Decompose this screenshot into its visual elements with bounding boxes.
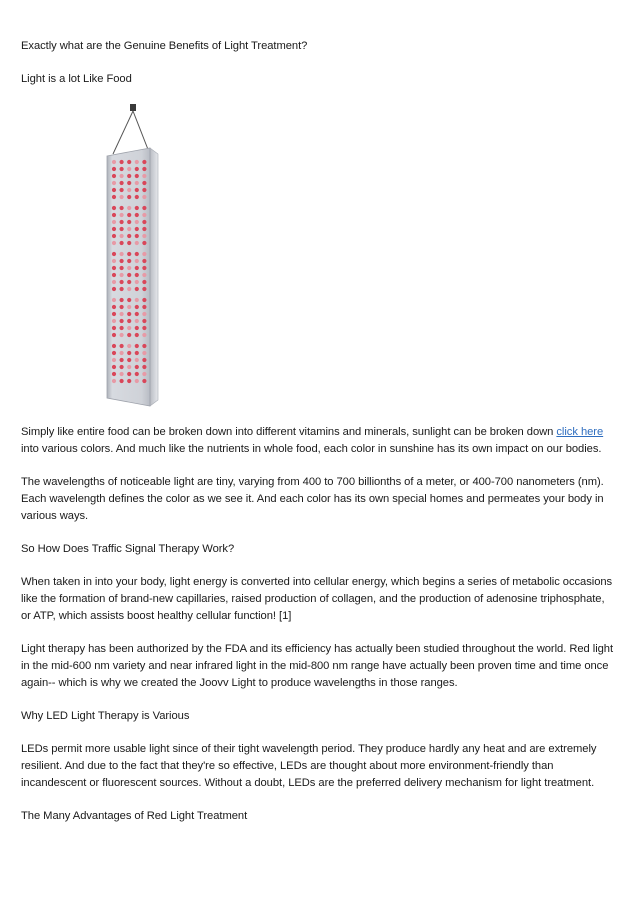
led-dot	[127, 312, 131, 316]
led-dot	[127, 333, 131, 337]
led-dot	[120, 372, 124, 376]
led-dot	[135, 259, 139, 263]
led-dot	[135, 160, 139, 164]
led-dot	[112, 372, 116, 376]
led-dot	[112, 305, 116, 309]
led-dot	[135, 298, 139, 302]
led-dot	[127, 220, 131, 224]
led-dot	[135, 241, 139, 245]
led-dot	[142, 379, 146, 383]
led-dot	[142, 312, 146, 316]
led-dot	[142, 319, 146, 323]
led-dot	[120, 379, 124, 383]
led-dot	[142, 326, 146, 330]
led-dot	[127, 195, 131, 199]
led-dot	[142, 266, 146, 270]
led-dot	[120, 287, 124, 291]
led-dot	[127, 365, 131, 369]
led-dot	[112, 160, 116, 164]
led-dot	[142, 227, 146, 231]
paragraph-leds: LEDs permit more usable light since of their tight wavelength period. They produce hardly any heat and are extremely resilient. And due to the fact that they're so effective, LEDs are thought about more environment-friendly than incandescent or fluorescent sources. Without a doubt, LEDs are the preferred delivery mechanism for light treatment.	[21, 743, 597, 789]
led-dot	[127, 326, 131, 330]
led-dot	[135, 379, 139, 383]
led-dot	[120, 174, 124, 178]
led-dot	[135, 206, 139, 210]
led-dot	[112, 195, 116, 199]
led-dot	[112, 379, 116, 383]
led-dot	[127, 227, 131, 231]
led-dot	[112, 241, 116, 245]
led-dot	[112, 213, 116, 217]
led-dot	[142, 160, 146, 164]
led-dot	[120, 206, 124, 210]
led-dot	[127, 372, 131, 376]
led-dot	[142, 333, 146, 337]
led-dot	[112, 333, 116, 337]
led-dot	[135, 365, 139, 369]
led-dot	[112, 344, 116, 348]
led-dot	[112, 181, 116, 185]
led-dot	[112, 234, 116, 238]
led-dot	[127, 206, 131, 210]
heading-advantages: The Many Advantages of Red Light Treatment	[21, 810, 248, 822]
led-dot	[142, 167, 146, 171]
led-dot	[127, 167, 131, 171]
led-dot	[127, 174, 131, 178]
heading-why-led: Why LED Light Therapy is Various	[21, 710, 190, 722]
led-dot	[127, 160, 131, 164]
led-dot	[142, 305, 146, 309]
led-dot	[142, 273, 146, 277]
led-dot	[127, 287, 131, 291]
led-dot	[142, 220, 146, 224]
led-dot	[112, 298, 116, 302]
led-dot	[142, 174, 146, 178]
led-dot	[127, 213, 131, 217]
led-dot	[127, 266, 131, 270]
led-dot	[112, 266, 116, 270]
led-dot	[135, 227, 139, 231]
led-dot	[120, 160, 124, 164]
led-dot	[120, 252, 124, 256]
led-dot	[142, 351, 146, 355]
paragraph-fda: Light therapy has been authorized by the FDA and its efficiency has actually been studied throughout the world. Red light in the mid-600 nm variety and near infrared light in the mid-800 nm range have actually been proven time and time once again-- which is why we created the Joovv Light to produce wavelengths in those ranges.	[21, 643, 614, 689]
led-dot	[135, 372, 139, 376]
led-dot	[127, 259, 131, 263]
led-dot	[112, 259, 116, 263]
led-dot	[135, 312, 139, 316]
led-dot	[112, 280, 116, 284]
led-dot	[112, 312, 116, 316]
led-dot	[112, 174, 116, 178]
led-dot	[135, 174, 139, 178]
led-dot	[120, 213, 124, 217]
led-dot	[142, 298, 146, 302]
led-dot	[120, 365, 124, 369]
led-dot	[142, 344, 146, 348]
led-dot	[120, 227, 124, 231]
led-dot	[120, 298, 124, 302]
led-dot	[127, 319, 131, 323]
led-dot	[112, 167, 116, 171]
led-dot	[112, 252, 116, 256]
led-dot	[142, 188, 146, 192]
led-dot	[112, 358, 116, 362]
led-dot	[142, 280, 146, 284]
heading-light-like-food: Light is a lot Like Food	[21, 73, 132, 85]
red-light-therapy-panel-icon	[21, 104, 621, 414]
led-dot	[112, 351, 116, 355]
led-dot	[135, 181, 139, 185]
led-dot	[127, 280, 131, 284]
led-dot	[112, 227, 116, 231]
click-here-link[interactable]: click here	[556, 426, 604, 438]
heading-how-it-works: So How Does Traffic Signal Therapy Work?	[21, 543, 235, 555]
led-dot	[120, 312, 124, 316]
led-dot	[120, 266, 124, 270]
led-dot	[142, 365, 146, 369]
panel-side	[150, 148, 158, 406]
led-dot	[142, 181, 146, 185]
led-dot	[142, 252, 146, 256]
led-dot	[135, 252, 139, 256]
led-dot	[120, 344, 124, 348]
led-dot	[120, 220, 124, 224]
led-dot	[112, 287, 116, 291]
led-dot	[127, 351, 131, 355]
led-dot	[135, 188, 139, 192]
led-dot	[135, 326, 139, 330]
led-dot	[135, 344, 139, 348]
led-dot	[135, 358, 139, 362]
led-dot	[120, 234, 124, 238]
paragraph-cellular-energy: When taken in into your body, light energy is converted into cellular energy, which begins a series of metabolic occasions like the formation of brand-new capillaries, raised production of collagen, and the production of adenosine triphosphate, or ATP, which assists boost healthy cellular function! [1]	[21, 576, 613, 622]
led-dot	[135, 234, 139, 238]
hanger-hook	[130, 104, 136, 111]
led-dot	[120, 181, 124, 185]
led-dot	[142, 195, 146, 199]
led-dot	[135, 195, 139, 199]
led-dot	[112, 273, 116, 277]
product-image	[21, 104, 621, 414]
led-dot	[142, 206, 146, 210]
led-dot	[135, 273, 139, 277]
led-dot	[142, 234, 146, 238]
led-dot	[120, 280, 124, 284]
led-dot	[120, 319, 124, 323]
led-dot	[127, 181, 131, 185]
led-dot	[120, 188, 124, 192]
led-dot	[120, 241, 124, 245]
paragraph-wavelengths: The wavelengths of noticeable light are tiny, varying from 400 to 700 billionths of a meter, or 400-700 nanometers (nm). Each wavelength defines the color as we see it. And each color has its own special homes and permeates your body in various ways.	[21, 476, 604, 522]
led-dot	[120, 326, 124, 330]
led-dot	[120, 333, 124, 337]
led-dot	[120, 305, 124, 309]
led-dot	[142, 287, 146, 291]
led-dot	[112, 326, 116, 330]
led-dot	[135, 305, 139, 309]
led-dot	[135, 280, 139, 284]
led-dot	[120, 195, 124, 199]
hanging-cord	[113, 111, 149, 154]
led-dot	[142, 241, 146, 245]
led-dot	[135, 266, 139, 270]
led-dot	[127, 305, 131, 309]
led-dot	[135, 319, 139, 323]
led-dot	[135, 333, 139, 337]
led-dot	[135, 220, 139, 224]
led-dot	[112, 206, 116, 210]
paragraph-food: Simply like entire food can be broken down into different vitamins and minerals, sunlight can be broken down click here into various colors. And much like the nutrients in whole food, each color in sunshine has its own impact on our bodies.	[21, 426, 604, 455]
led-dot	[127, 358, 131, 362]
led-dot	[127, 234, 131, 238]
led-dot	[127, 298, 131, 302]
led-dot	[120, 273, 124, 277]
led-dot	[142, 358, 146, 362]
led-dot	[142, 372, 146, 376]
led-dot	[127, 241, 131, 245]
led-dot	[135, 213, 139, 217]
led-dot	[135, 351, 139, 355]
led-dot	[112, 319, 116, 323]
led-dot	[135, 167, 139, 171]
led-dot	[142, 213, 146, 217]
led-dot	[120, 351, 124, 355]
led-dot	[120, 358, 124, 362]
led-dot	[120, 259, 124, 263]
led-dot	[127, 252, 131, 256]
led-dot	[120, 167, 124, 171]
heading-benefits: Exactly what are the Genuine Benefits of Light Treatment?	[21, 40, 308, 52]
led-dot	[142, 259, 146, 263]
led-dot	[112, 365, 116, 369]
led-dot	[127, 273, 131, 277]
led-dot	[112, 220, 116, 224]
led-dot	[135, 287, 139, 291]
led-dot	[127, 344, 131, 348]
led-dot	[112, 188, 116, 192]
led-dot	[127, 379, 131, 383]
led-dot	[127, 188, 131, 192]
